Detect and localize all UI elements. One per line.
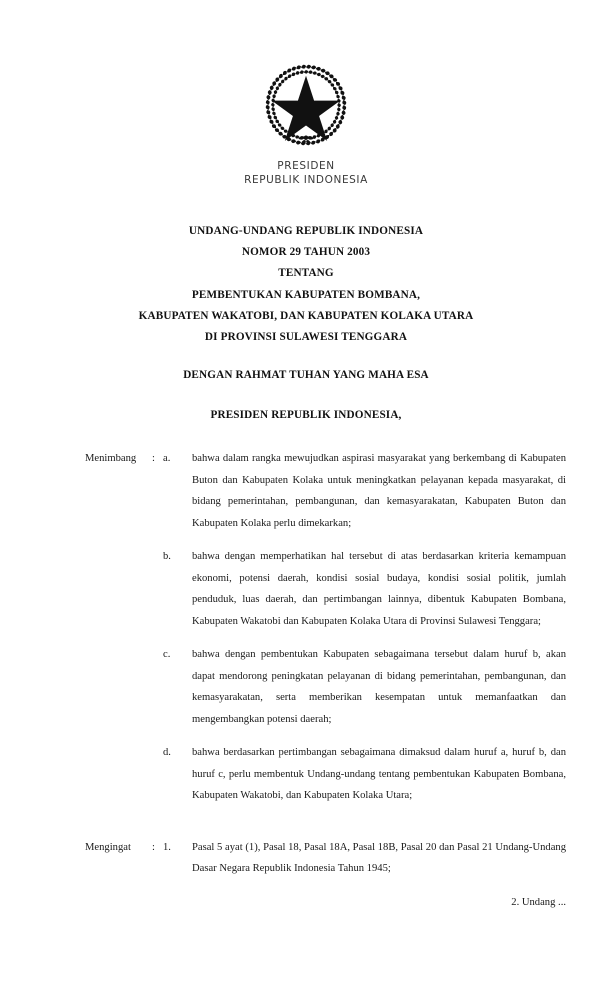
menimbang-text-d: bahwa berdasarkan pertimbangan sebagaimana dimaksud dalam huruf a, huruf b, dan huruf c, perlu membentuk Undang-undang tentang pembentukan Kabupaten Bombana, Kabupaten Wakatobi, dan Kabupaten Kolaka Utara;	[192, 747, 566, 801]
menimbang-marker-c: c.	[163, 649, 171, 660]
title-line-subject-1: PEMBENTUKAN KABUPATEN BOMBANA,	[191, 288, 421, 301]
section-spacer	[85, 819, 566, 837]
title-line-subject-2: KABUPATEN WAKATOBI, DAN KABUPATEN KOLAKA UTARA	[138, 309, 474, 322]
menimbang-item-c	[85, 644, 566, 730]
menimbang-section	[85, 448, 566, 807]
menimbang-item-a	[85, 448, 566, 534]
letterhead-line-republik-indonesia: REPUBLIK INDONESIA	[244, 174, 368, 186]
letterhead-text	[0, 159, 612, 187]
menimbang-text-a: bahwa dalam rangka mewujudkan aspirasi masyarakat yang berkembang di Kabupaten Buton dan Kabupaten Kolaka untuk meningkatkan pelayanan kepada masyarakat, di bidang pemerintahan, pembangunan, dan kemasyarakatan, Kabupaten Buton dan Kabupaten Kolaka perlu dimekarkan;	[192, 453, 566, 529]
menimbang-marker-d: d.	[163, 747, 171, 758]
menimbang-text-b: bahwa dengan memperhatikan hal tersebut di atas berdasarkan kriteria kemampuan ekonomi, potensi daerah, kondisi sosial budaya, kondisi sosial politik, jumlah penduduk, luas daerah, dan pertimbangan lainnya, dibentuk Kabupaten Bombana, Kabupaten Wakatobi dan Kabupaten Kolaka Utara di Provinsi Sulawesi Tenggara;	[192, 551, 566, 627]
mengingat-colon: :	[152, 841, 155, 853]
mengingat-text-1: Pasal 5 ayat (1), Pasal 18, Pasal 18A, Pasal 18B, Pasal 20 dan Pasal 21 Undang-Undang Dasar Negara Republik Indonesia Tahun 1945;	[192, 841, 566, 874]
signatory-heading: PRESIDEN REPUBLIK INDONESIA,	[210, 409, 402, 421]
menimbang-marker-b: b.	[163, 551, 171, 562]
title-line-law-type: UNDANG-UNDANG REPUBLIK INDONESIA	[188, 225, 424, 237]
menimbang-text-c: bahwa dengan pembentukan Kabupaten sebagaimana tersebut dalam huruf b, akan dapat mendorong peningkatan pelayanan di bidang pemerintahan, pembangunan, dan kemasyarakatan, serta memberikan kesempatan untuk memanfaatkan dan mengembangkan potensi daerah;	[192, 649, 566, 725]
letterhead-line-presiden: PRESIDEN	[277, 160, 335, 172]
mengingat-item-1	[85, 837, 566, 880]
title-line-subject-3: DI PROVINSI SULAWESI TENGGARA	[204, 331, 408, 344]
menimbang-item-d	[85, 742, 566, 807]
clauses-container	[85, 448, 566, 913]
invocation-text: DENGAN RAHMAT TUHAN YANG MAHA ESA	[183, 369, 429, 381]
mengingat-marker-1: 1.	[163, 841, 171, 853]
menimbang-label: Menimbang	[85, 453, 137, 464]
document-title-block	[0, 221, 612, 348]
menimbang-item-b	[85, 546, 566, 632]
continuation-note: 2. Undang ...	[511, 896, 566, 908]
garuda-star-wreath-emblem	[263, 62, 349, 148]
menimbang-marker-a: a.	[163, 453, 171, 464]
letterhead	[0, 62, 612, 187]
menimbang-colon: :	[152, 453, 155, 464]
title-line-number-year: NOMOR 29 TAHUN 2003	[241, 246, 371, 259]
mengingat-label: Mengingat	[85, 841, 131, 853]
mengingat-section	[85, 837, 566, 880]
title-line-tentang: TENTANG	[278, 267, 334, 280]
